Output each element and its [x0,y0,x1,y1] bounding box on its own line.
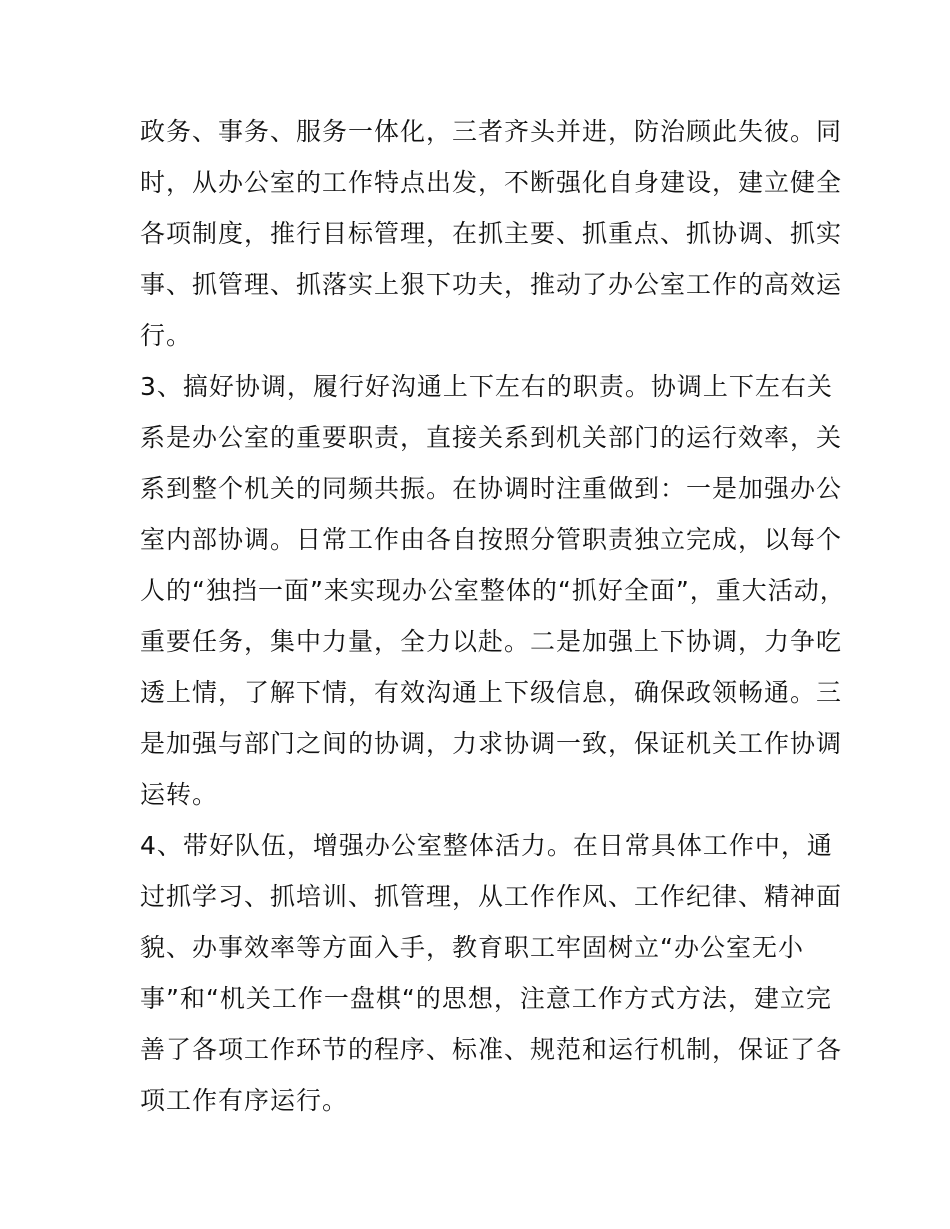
text-line: 各项制度，推行目标管理，在抓主要、抓重点、抓协调、抓实 [140,219,843,248]
body-text [140,112,846,1132]
text-line: 重要任务，集中力量，全力以赴。二是加强上下协调，力争吃 [140,627,843,656]
section-3-heading-line: 3、搞好协调，履行好沟通上下左右的职责。协调上下左右关 [140,372,833,401]
text-line: 是加强与部门之间的协调，力求协调一致，保证机关工作协调 [140,729,843,758]
text-line: 貌、办事效率等方面入手，教育职工牢固树立“办公室无小 [140,933,804,962]
text-line: 善了各项工作环节的程序、标准、规范和运行机制，保证了各 [140,1035,843,1064]
section-4-heading-line: 4、带好队伍，增强办公室整体活力。在日常具体工作中，通 [140,831,833,860]
text-line: 室内部协调。日常工作由各自按照分管职责独立完成，以每个 [140,525,843,554]
text-line: 事”和“机关工作一盘棋“的思想，注意工作方式方法，建立完 [140,984,832,1013]
text-line: 事、抓管理、抓落实上狠下功夫，推动了办公室工作的高效运 [140,270,843,299]
text-line: 系到整个机关的同频共振。在协调时注重做到：一是加强办公 [140,474,843,503]
text-line: 时，从办公室的工作特点出发，不断强化自身建设，建立健全 [140,168,843,197]
text-line: 项工作有序运行。 [140,1086,349,1115]
text-line: 透上情，了解下情，有效沟通上下级信息，确保政领畅通。三 [140,678,843,707]
text-line: 行。 [140,321,193,350]
text-line: 过抓学习、抓培训、抓管理，从工作作风、工作纪律、精神面 [140,882,843,911]
text-line: 人的“独挡一面”来实现办公室整体的“抓好全面”，重大活动， [140,576,846,605]
text-line: 系是办公室的重要职责，直接关系到机关部门的运行效率，关 [140,423,843,452]
text-line: 运转。 [140,780,219,809]
text-line: 政务、事务、服务一体化，三者齐头并进，防治顾此失彼。同 [140,117,843,146]
